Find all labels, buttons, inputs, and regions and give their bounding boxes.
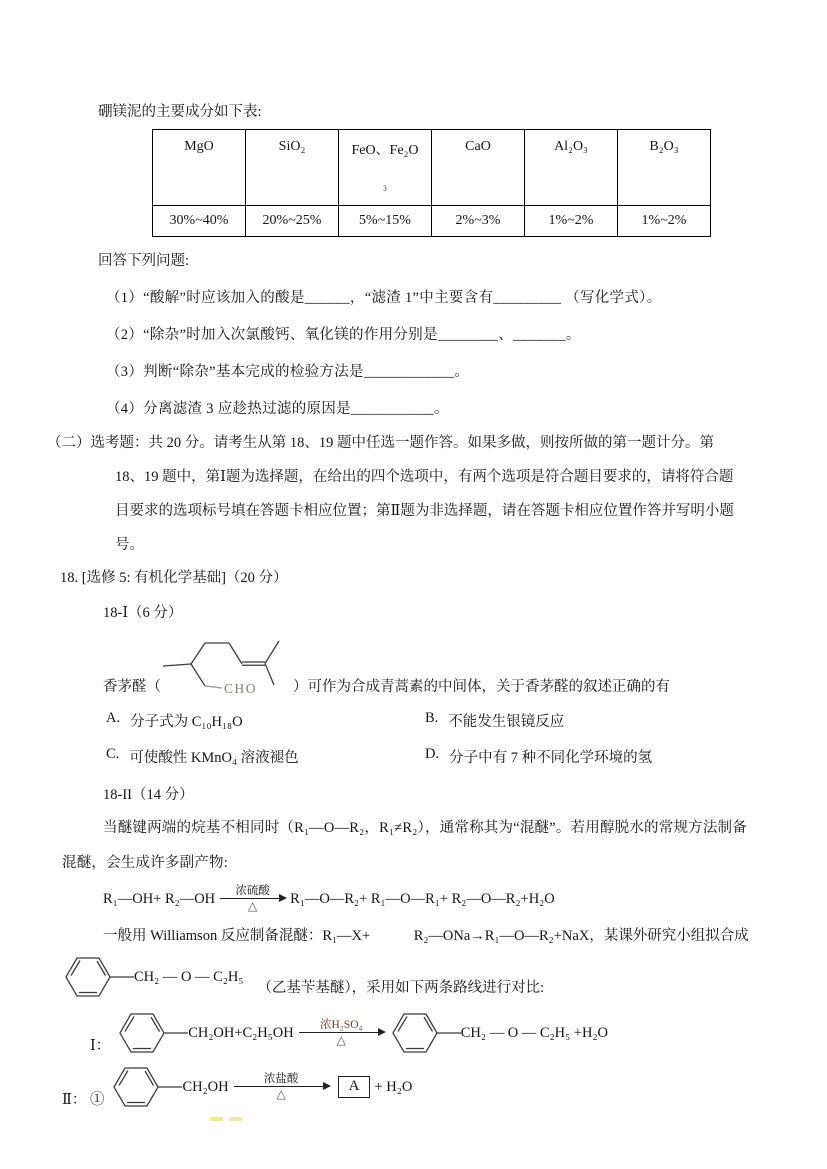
- step-1-circled: ①: [89, 1092, 105, 1108]
- option-d-text: 分子中有 7 种不同化学环境的氢: [449, 750, 653, 766]
- route-2-reactant: CH₂OH: [182, 1078, 229, 1095]
- benzene-ring: [62, 951, 134, 1003]
- mixed-ether-paragraph-line1: 当醚键两端的烷基不相同时（R₁—O—R₂，R₁≠R₂），通常称其为“混醚”。若用醇脱水的常规方法制备: [103, 820, 747, 836]
- value-cell-b2o3: 1%~2%: [618, 206, 711, 237]
- question-4: （4）分离滤渣 3 应趁热过滤的原因是___________。: [106, 401, 449, 417]
- benzene-ring: [110, 1061, 182, 1113]
- elective-section-note: [0, 426, 827, 562]
- value-cell-cao: 2%~3%: [432, 206, 525, 237]
- option-b-label: B.: [425, 710, 439, 726]
- value-cell-mgo: 30%~40%: [153, 206, 246, 237]
- reaction-arrow: [299, 1018, 384, 1048]
- options-row-ab: [106, 710, 827, 731]
- header-cell-feo: FeO、Fe₂O ₃: [339, 130, 432, 206]
- table-intro-text: 硼镁泥的主要成分如下表:: [98, 104, 262, 120]
- equation-left: R₁—OH+ R₂—OH: [103, 890, 216, 907]
- answer-prompt: 回答下列问题:: [98, 253, 190, 269]
- citronellal-skeletal-structure: [161, 630, 293, 704]
- question-18-part1-label: 18-Ⅰ（6 分）: [103, 605, 183, 621]
- table-value-row: [153, 206, 711, 237]
- option-c-text: 可使酸性 KMnO₄ 溶液褪色: [129, 750, 299, 766]
- question-18-title: 18. [选修 5: 有机化学基础]（20 分）: [60, 570, 288, 586]
- reaction-arrow: [220, 884, 285, 914]
- route-1: [90, 1007, 827, 1059]
- condition-top: 浓硫酸: [235, 885, 270, 897]
- header-cell-cao: CaO: [432, 130, 525, 206]
- equation-right: R₁—O—R₂+ R₁—O—R₁+ R₂—O—R₂+H₂O: [290, 890, 555, 907]
- header-cell-sio2: SiO₂: [246, 130, 339, 206]
- table-header-row: [153, 130, 711, 206]
- option-b-text: 不能发生银镜反应: [448, 714, 565, 730]
- options-row-cd: [106, 746, 827, 767]
- composition-table: [152, 129, 711, 237]
- condition-bottom: △: [248, 899, 258, 913]
- value-cell-sio2: 20%~25%: [246, 206, 339, 237]
- elective-note-line1: （二）选考题：共 20 分。请考生从第 18、19 题中任选一题作答。如果多做，则按所做的第一题计分。第: [47, 435, 714, 451]
- elective-note-line2: 18、19 题中，第Ⅰ题为选择题，在给出的四个选项中，有两个选项是符合题目要求的，请将符合题: [115, 469, 734, 485]
- stem-suffix: ）可作为合成青蒿素的中间体，关于香茅醛的叙述正确的有: [293, 679, 670, 695]
- header-cell-feo-wrap: ₃: [382, 177, 388, 191]
- ether-note: （乙基苄基醚），采用如下两条路线进行对比:: [257, 979, 545, 996]
- option-d: [425, 746, 652, 767]
- route-1-label: Ⅰ：: [90, 1038, 111, 1054]
- question-18-part2-label: 18-II（14 分）: [103, 787, 194, 803]
- condition-top: 浓盐酸: [263, 1073, 299, 1085]
- route-2-tail: + H₂O: [374, 1078, 413, 1095]
- target-ether-structure: [62, 951, 827, 1003]
- option-a: [106, 710, 425, 731]
- reaction-arrow: [234, 1072, 329, 1102]
- dehydration-equation: [103, 884, 827, 914]
- option-c-label: C.: [106, 746, 120, 762]
- benzene-ring: [116, 1007, 188, 1059]
- question-3: （3）判断“除杂”基本完成的检验方法是____________。: [106, 364, 470, 380]
- arrow-shaft: [299, 1032, 384, 1033]
- route-1-reactants: CH₂OH+C₂H₅OH: [188, 1024, 294, 1041]
- yellow-highlight-mark: [229, 1117, 242, 1121]
- option-c: [106, 746, 425, 767]
- arrow-shaft: [234, 1086, 329, 1087]
- question-1: （1）“酸解”时应该加入的酸是______，“滤渣 1”中主要含有_________ （写化学式）。: [106, 290, 662, 306]
- benzene-ring: [389, 1007, 461, 1059]
- route-2: [62, 1061, 827, 1113]
- condition-bottom: △: [336, 1033, 346, 1047]
- ether-formula: CH₂ — O — C₂H₅: [134, 968, 244, 985]
- option-a-label: A.: [106, 710, 121, 726]
- arrow-shaft: [220, 898, 285, 899]
- citronellal-stem: [103, 630, 827, 704]
- route-2-label: Ⅱ： ①: [62, 1092, 105, 1108]
- route-1-products: CH₂ — O — C₂H₅ +H₂O: [460, 1024, 608, 1041]
- mixed-ether-paragraph-line2: 混醚，会生成许多副产物:: [62, 855, 228, 871]
- header-cell-b2o3: B₂O₃: [618, 130, 711, 206]
- elective-note-line4: 号。: [115, 537, 144, 553]
- header-cell-mgo: MgO: [153, 130, 246, 206]
- stem-prefix: 香茅醛（: [103, 679, 161, 695]
- williamson-line: 一般用 Williamson 反应制备混醚：R₁—X+ R₂—ONa→R₁—O—R₂+NaX，某课外研究小组拟合成: [103, 928, 749, 944]
- elective-note-line3: 目要求的选项标号填在答题卡相应位置；第Ⅱ题为非选择题，请在答题卡相应位置作答并写明小题: [115, 503, 734, 519]
- question-2: （2）“除杂”时加入次氯酸钙、氧化镁的作用分别是________、_______。: [106, 327, 581, 343]
- value-cell-feo: 5%~15%: [339, 206, 432, 237]
- option-d-label: D.: [425, 746, 440, 762]
- cho-group-label: CHO: [224, 681, 258, 696]
- option-a-text: 分子式为 C₁₀H₁₈O: [130, 714, 243, 730]
- condition-top: 浓H₂SO₄: [319, 1019, 363, 1031]
- product-a-box: A: [338, 1076, 371, 1098]
- condition-bottom: △: [276, 1087, 286, 1101]
- header-cell-al2o3: Al₂O₃: [525, 130, 618, 206]
- option-b: [425, 710, 564, 731]
- yellow-highlight-mark: [210, 1117, 223, 1121]
- value-cell-al2o3: 1%~2%: [525, 206, 618, 237]
